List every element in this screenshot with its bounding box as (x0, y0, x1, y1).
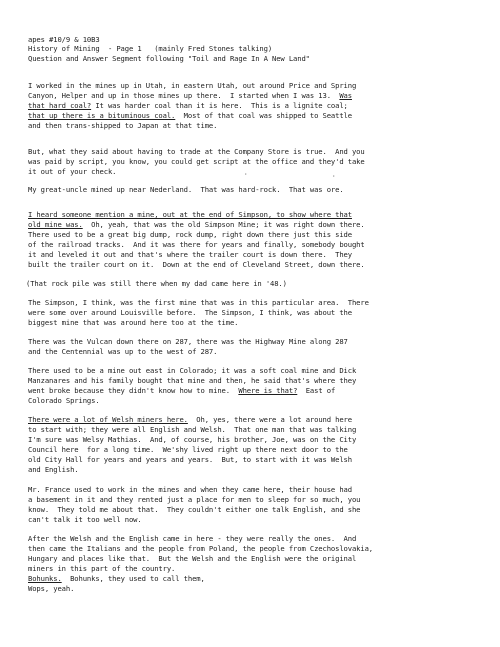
question-text: Bohunks. (28, 574, 62, 583)
question-text: old mine was. (28, 220, 83, 229)
question-text: I heard someone mention a mine, out at the end of Simpson, to show where that (28, 210, 352, 219)
question-text: that hard coal? (28, 101, 92, 110)
question-text: There were a lot of Welsh miners here. (28, 415, 188, 424)
document-subtitle: Question and Answer Segment following "Toil and Rage In A New Land" (28, 54, 310, 63)
document-page: apes #10/9 & 10B3 History of Mining - Page 1 (mainly Fred Stones talking) Question and Answer Segment following "Toil and Rage In A New Land" I worked in the mines up in Utah, in eastern Utah, out around Price and Spring Canyon, Helper and up in those mines up there. I started when I was 13. Was that hard coal? It was harder coal than it is here. This is a lignite coal; that up there is a bituminous coal. Most of that coal was shipped to Seattle and then trans-shipped to Japan at that time. But, what they said about having to trade at the Company Store is true. And you was paid by script, you know, you could get script at the office and they'd take it out of your check. My great-uncle mined up near Nederland. That was hard-rock. That was ore. I heard someone mention a mine, out at the end of Simpson, to show where that old mine was. Oh, yeah, that was the old Simpson Mine; it was right down there. There used to be a great big dump, rock dump, right down there just this side of the railroad tracks. And it was there for years and finally, somebody bought it and leveled it out and that's where the trailer court is down there. They built the trailer court on it. Down at the end of Cleveland Street, down there. (That rock pile was still there when my dad came here in '48.) The Simpson, I think, was the first mine that was in this particular area. There were some over around Louisville before. The Simpson, I think, was about the biggest mine that was around here too at the time. There was the Vulcan down there on 287, there was the Highway Mine along 287 and the Centennial was up to the west of 287. There used to be a mine out east in Colorado; it was a soft coal mine and Dick Manzanares and his family bought that mine and then, he said that's where they went broke because they didn't know how to mine. Where is that? East of Colorado Springs. There were a lot of Welsh miners here. Oh, yes, there were a lot around here to start with; they were all English and Welsh. That one man that was talking I'm sure was Welsy Mathias. And, of course, his brother, Joe, was on the City Council here for a long time. We'shy lived right up there next door to the old City Hall for years and years and years. But, to start with it was Welsh and English. Mr. France used to work in the mines and when they came here, their house had a basement in it and they rented just a place for men to sleep for so much, you know. They told me about that. They couldn't either one talk English, and she can't talk it too well now. After the Welsh and the English came in here - they were really the ones. And then came the Italians and the people from Poland, the people from Czechoslovakia, Hungary and places like that. But the Welsh and the English were the original miners in this part of the country. Bohunks. Bohunks, they used to call them, Wops, yeah. · · (0, 0, 500, 647)
paragraph-rock-pile: (That rock pile was still there when my dad came here in '48.) (26, 279, 287, 288)
question-text: Was (339, 91, 352, 100)
tape-label: apes #10/9 & 10B3 (28, 35, 100, 44)
paragraph-nederland: My great-uncle mined up near Nederland. That was hard-rock. That was ore. (28, 185, 344, 194)
question-text: Where is that? (238, 386, 298, 395)
scan-speck: · (244, 171, 248, 178)
document-title: History of Mining - Page 1 (mainly Fred Stones talking) (28, 44, 273, 53)
scan-speck: · (332, 173, 336, 180)
